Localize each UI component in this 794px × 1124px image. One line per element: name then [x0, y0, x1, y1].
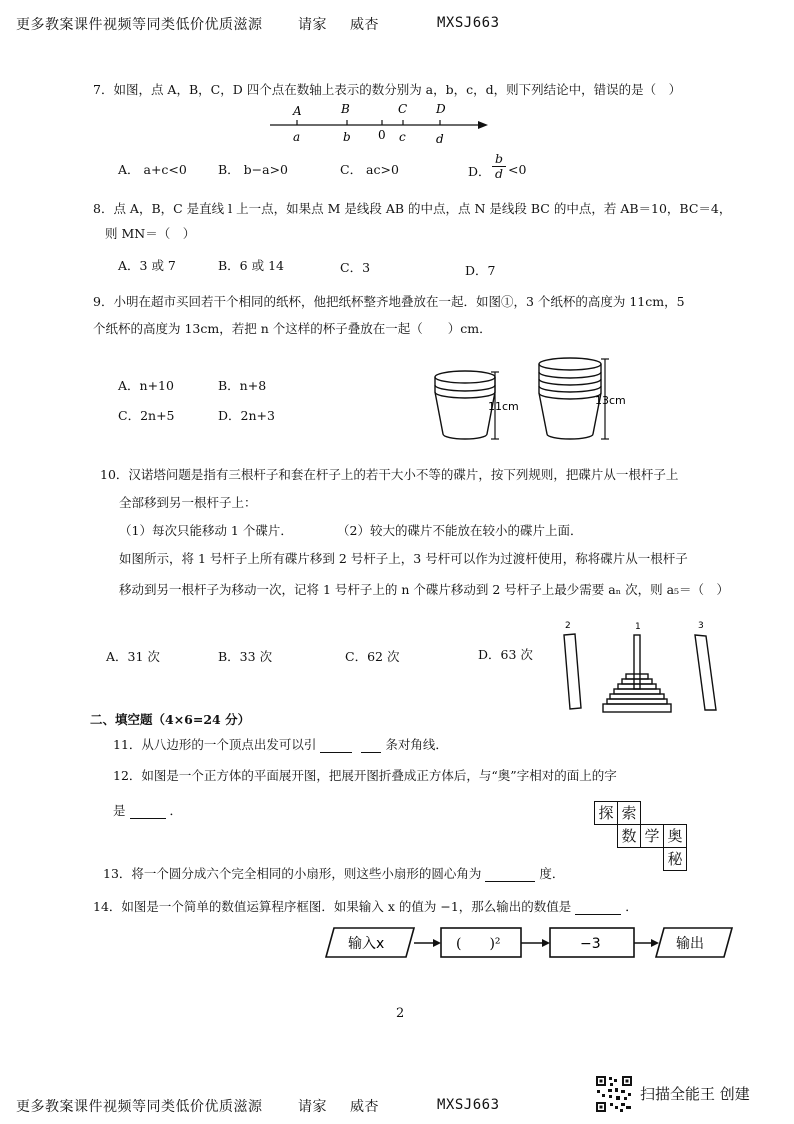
q9-option-a: A．n+10	[118, 378, 174, 393]
q9-option-c: C．2n+5	[118, 408, 175, 423]
q14-box-square: ( )²	[456, 936, 501, 952]
q8-stem-line1: 8．点 A，B，C 是直线 l 上一点，如果点 M 是线段 AB 的中点，点 N 是线段 BC 的中点，若 AB＝10，BC＝4，	[93, 201, 732, 216]
q14-flowchart	[326, 926, 736, 960]
q10-option-d: D．63 次	[478, 647, 533, 662]
q12-cell-ao: 奥	[663, 824, 687, 848]
q7-stem: 7．如图，点 A，B，C，D 四个点在数轴上表示的数分别为 a，b，c，d，则下列结论中，错误的是（ ）	[93, 82, 682, 97]
q7-number-line	[270, 100, 495, 150]
q12-stem-line1: 12．如图是一个正方体的平面展开图，把展开图折叠成正方体后，与“奥”字相对的面上的字	[113, 768, 617, 783]
q10-rod-label-2: 2	[565, 621, 571, 631]
q14-stem: 14．如图是一个简单的数值运算程序框图．如果输入 x 的值为 −1，那么输出的数值是	[93, 899, 572, 914]
q9-label-13cm: 13cm	[595, 394, 626, 407]
header-code: MXSJ663	[437, 15, 500, 31]
q12-cell-mi: 秘	[663, 847, 687, 871]
q7-option-c: C． ac>0	[340, 162, 399, 177]
q7-option-d-fraction	[492, 152, 506, 181]
q14-answer-blank[interactable]	[575, 902, 621, 915]
q9-label-11cm: 11cm	[488, 400, 519, 413]
header-promo: 更多教案课件视频等同类低价优质滋源	[16, 17, 263, 33]
q9-cups-figure	[425, 352, 645, 447]
q11-row	[113, 735, 448, 753]
q11-answer-blank[interactable]	[320, 740, 352, 753]
q10-rod-label-3: 3	[698, 621, 704, 631]
q7-option-d-tail: <0	[508, 162, 527, 177]
q10-rule-2: （2）较大的碟片不能放在较小的碟片上面．	[337, 523, 583, 538]
q12-row2	[113, 801, 182, 819]
q7-label-c: c	[399, 130, 406, 144]
q11-stem: 11．从八边形的一个顶点出发可以引	[113, 737, 317, 752]
q12-cell-xue: 学	[640, 824, 664, 848]
q11-answer-blank-2[interactable]	[361, 740, 381, 753]
q10-rule-1: （1）每次只能移动 1 个碟片．	[119, 523, 293, 538]
q7-option-d: D．	[468, 164, 491, 179]
section2-title: 二、填空题（4×6=24 分）	[90, 712, 251, 727]
q7-frac-num: b	[494, 151, 503, 166]
q9-stem-line1: 9．小明在超市买回若干个相同的纸杯，他把纸杯整齐地叠放在一起．如图①，3 个纸杯的高度为 11cm，5	[93, 294, 685, 309]
q8-option-d: D．7	[465, 263, 496, 278]
q7-label-d: d	[436, 132, 444, 146]
q8-stem-line2: 则 MN＝（ ）	[105, 226, 196, 241]
header-ask: 请家	[298, 17, 327, 33]
q10-stem-line1: 10．汉诺塔问题是指有三根杆子和套在杆子上的若干大小不等的碟片，按下列规则，把碟片从一根杆子上	[100, 467, 679, 482]
q7-label-0: 0	[378, 128, 386, 142]
q10-stem-line3: 如图所示，将 1 号杆子上所有碟片移到 2 号杆子上，3 号杆可以作为过渡杆使用，称将碟片从一根杆子	[119, 551, 688, 566]
q13-tail: 度．	[539, 866, 565, 881]
q9-stem-line2: 个纸杯的高度为 13cm，若把 n 个这样的杯子叠放在一起（ ）cm．	[93, 321, 492, 336]
q7-frac-den: d	[494, 166, 503, 181]
q10-hanoi-figure	[555, 618, 735, 718]
q12-cell-suo: 索	[617, 801, 641, 825]
q12-cell-tan: 探	[594, 801, 618, 825]
qr-code-icon	[596, 1076, 632, 1112]
q10-stem-line2: 全部移到另一根杆子上：	[119, 495, 257, 510]
q13-row	[103, 864, 564, 882]
q10-option-a: A．31 次	[106, 649, 160, 664]
q10-rod-label-1: 1	[635, 622, 641, 632]
footer-scanner-credit: 扫描全能王 创建	[640, 1085, 750, 1103]
q7-label-b: b	[343, 130, 351, 144]
q12-cube-net	[594, 801, 704, 873]
q10-option-c: C．62 次	[345, 649, 400, 664]
q13-answer-blank[interactable]	[485, 869, 535, 882]
q14-box-output: 输出	[676, 936, 704, 952]
q12-cell-shu: 数	[617, 824, 641, 848]
q14-box-input: 输入x	[348, 936, 385, 952]
q8-option-b: B．6 或 14	[218, 258, 284, 273]
q9-option-d: D．2n+3	[218, 408, 275, 423]
q10-option-b: B．33 次	[218, 649, 273, 664]
q12-answer-blank[interactable]	[130, 806, 166, 819]
q7-point-C: C	[398, 102, 408, 116]
q14-tail: ．	[625, 899, 638, 914]
q13-stem: 13．将一个圆分成六个完全相同的小扇形，则这些小扇形的圆心角为	[103, 866, 482, 881]
q14-box-minus3: −3	[580, 936, 601, 952]
q12-stem-line2: 是	[113, 803, 126, 818]
footer-name: 威杏	[350, 1099, 379, 1115]
q7-option-a: A． a+c<0	[118, 162, 187, 177]
q12-tail: ．	[169, 803, 182, 818]
footer-code: MXSJ663	[437, 1097, 500, 1113]
q7-label-a: a	[293, 130, 301, 144]
footer-ask: 请家	[298, 1099, 327, 1115]
page-number: 2	[396, 1006, 405, 1021]
header-name: 威杏	[350, 17, 379, 33]
footer-promo: 更多教案课件视频等同类低价优质滋源	[16, 1099, 263, 1115]
q7-point-D: D	[436, 102, 446, 116]
q8-option-a: A．3 或 7	[118, 258, 176, 273]
q8-option-c: C．3	[340, 260, 371, 275]
q7-option-b: B． b−a>0	[218, 162, 289, 177]
q7-point-A: A	[293, 104, 302, 118]
q11-tail: 条对角线．	[385, 737, 448, 752]
q9-option-b: B．n+8	[218, 378, 267, 393]
q10-stem-line4: 移动到另一根杆子为移动一次，记将 1 号杆子上的 n 个碟片移动到 2 号杆子上最少需要 aₙ 次，则 a₅＝（ ）	[119, 582, 730, 597]
q14-row	[93, 897, 638, 915]
q7-point-B: B	[341, 102, 350, 116]
